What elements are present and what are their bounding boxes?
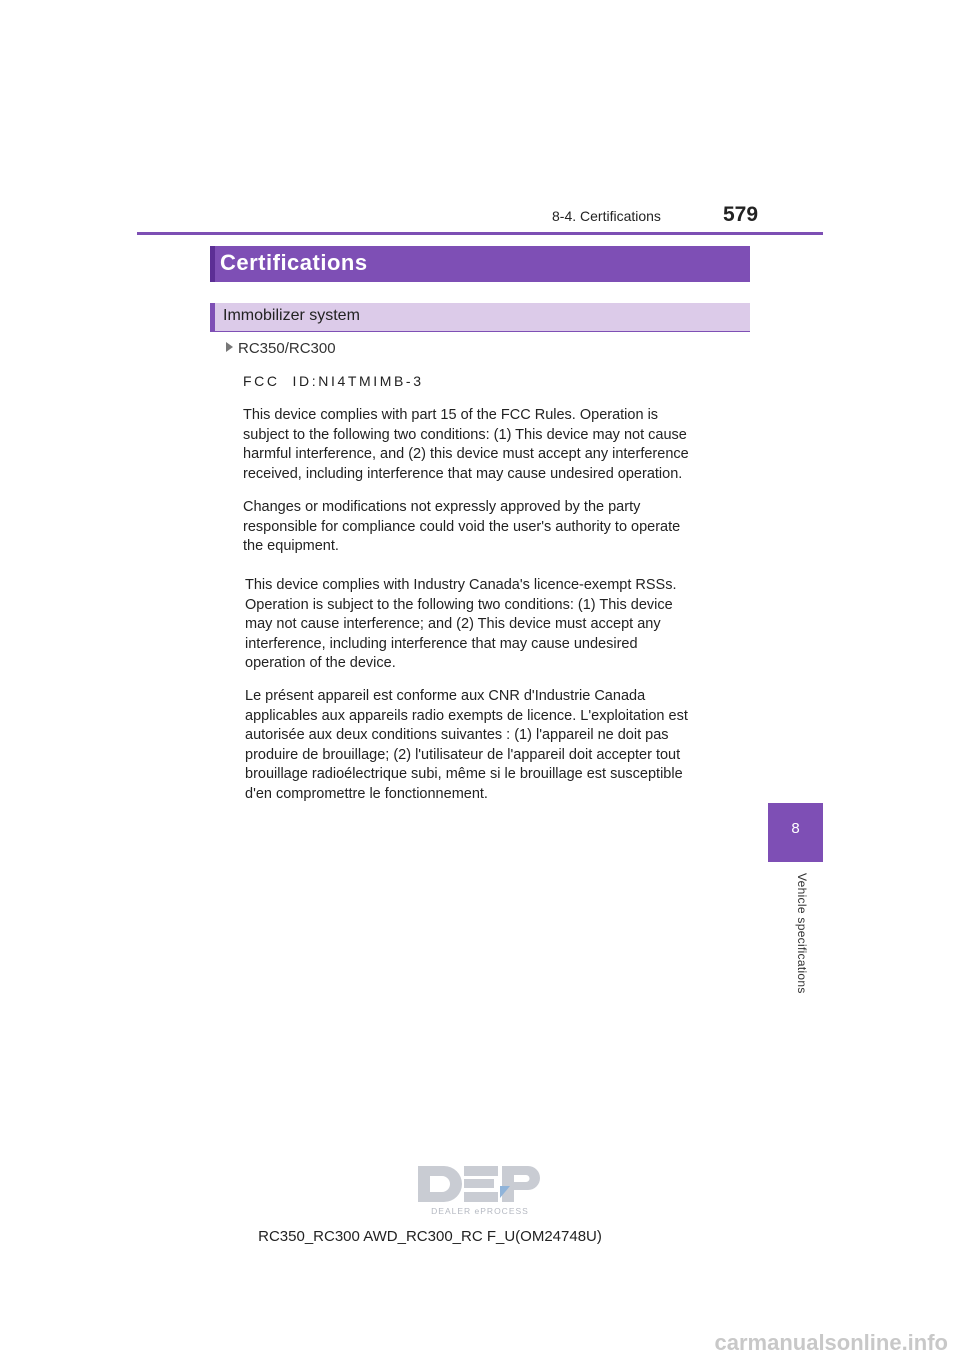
- chapter-label: Vehicle specifications: [795, 873, 809, 994]
- subtitle-bar: [210, 303, 750, 332]
- section-subtitle: Immobilizer system: [223, 307, 360, 324]
- page-number: 579: [723, 203, 759, 226]
- paragraph-industry-canada: This device complies with Industry Canada's licence-exempt RSSs. Operation is subject to the following two conditions: (1) This device may not cause interference; and (2) This device must accept any interference, including interference that may cause undesired operation of the device.: [245, 577, 677, 671]
- triangle-bullet-icon: [226, 342, 233, 352]
- paragraph-fcc-compliance: This device complies with part 15 of the FCC Rules. Operation is subject to the following two conditions: (1) This device may not cause harmful interference, and (2) this device must accept any interference received, including interference that may cause undesired operation.: [243, 407, 689, 482]
- dealer-logo: [414, 1162, 546, 1216]
- model-label: [226, 340, 336, 357]
- logo-tagline: DEALER ePROCESS: [431, 1206, 529, 1216]
- page-title: Certifications: [220, 250, 368, 275]
- paragraph-modifications: Changes or modifications not expressly approved by the party responsible for compliance could void the user's authority to operate the equipment.: [243, 499, 681, 554]
- header-section: 8-4. Certifications: [552, 208, 661, 224]
- model-text: RC350/RC300: [238, 340, 336, 357]
- chapter-tab: 8: [768, 803, 823, 862]
- footer-code: RC350_RC300 AWD_RC300_RC F_U(OM24748U): [258, 1228, 602, 1245]
- paragraph-french: Le présent appareil est conforme aux CNR d'Industrie Canada applicables aux appareils radio exempts de licence. L'exploitation est autorisée aux deux conditions suivantes : (1) l'appareil ne doit pas produire de brouillage; (2) l'utilisateur de l'appareil doit accepter tout brouillage radioélectrique subi, même si le brouillage est susceptible d'en compromettre le fonctionnement.: [245, 688, 688, 802]
- title-bar: [210, 246, 750, 282]
- fcc-id: FCC ID:NI4TMIMB-3: [243, 373, 424, 389]
- dep-logo-icon: [414, 1162, 546, 1216]
- header-rule: [137, 232, 823, 235]
- watermark: carmanualsonline.info: [714, 1330, 948, 1355]
